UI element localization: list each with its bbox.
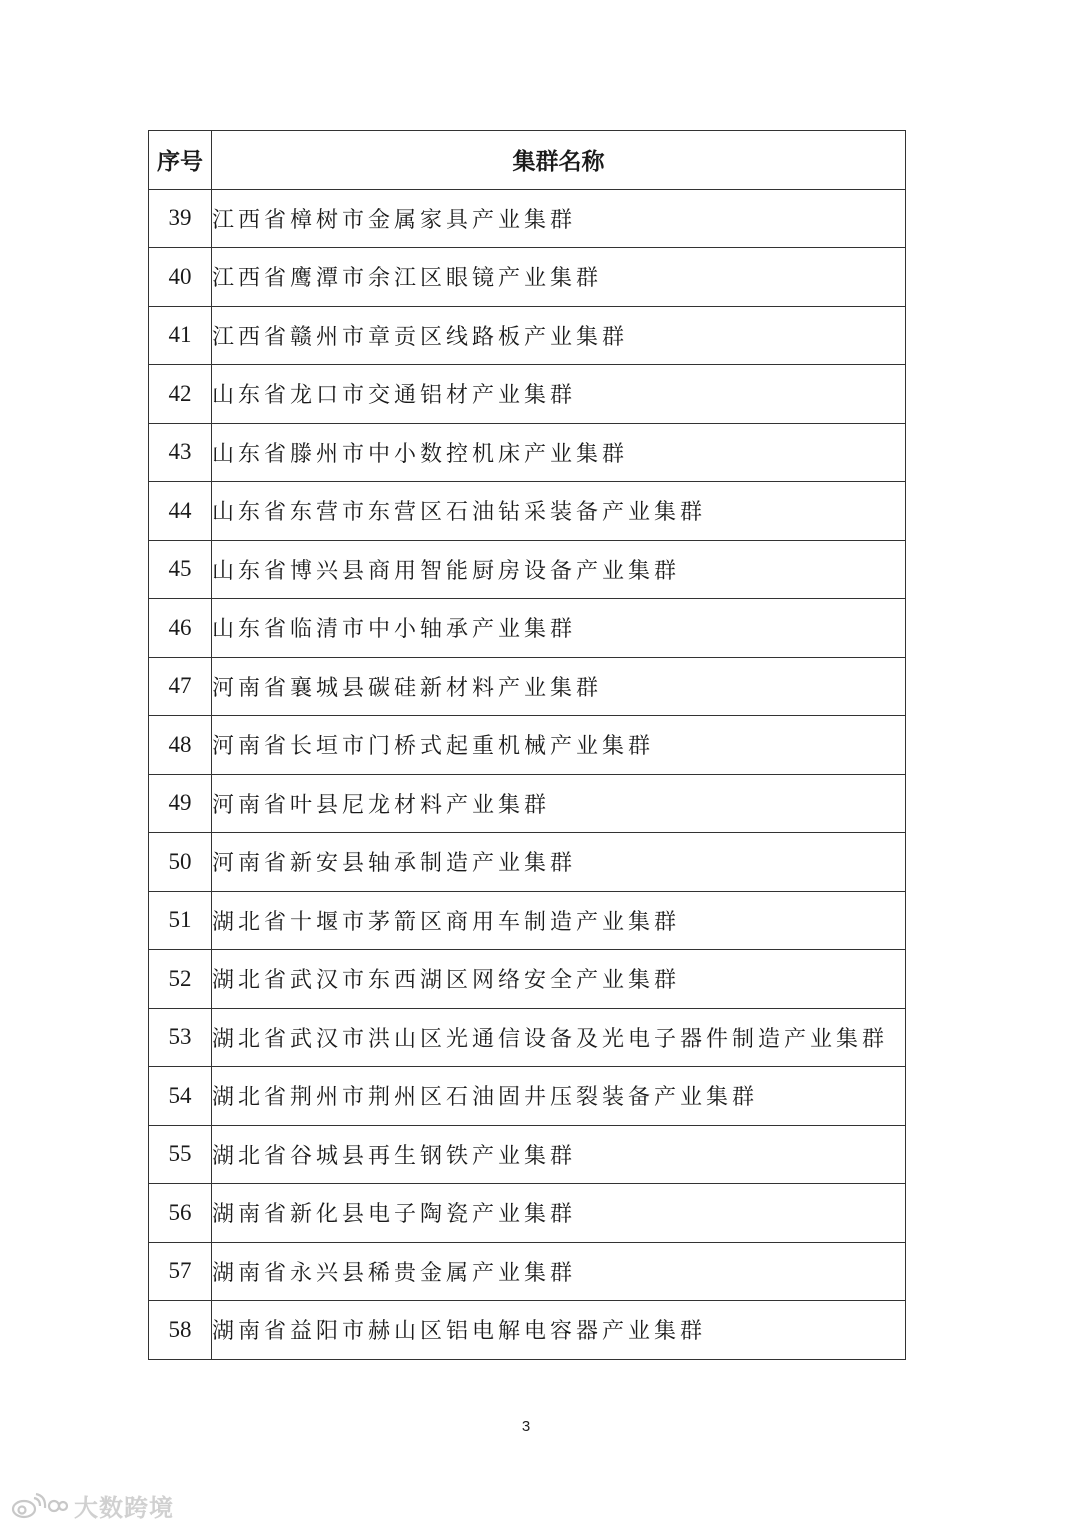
table-row [149, 248, 906, 307]
row-number: 39 [149, 189, 212, 248]
row-number: 40 [149, 248, 212, 307]
cluster-name: 江西省赣州市章贡区线路板产业集群 [212, 306, 906, 365]
weibo-logo-icon [10, 1492, 68, 1520]
row-number: 43 [149, 423, 212, 482]
table-row [149, 950, 906, 1009]
row-number: 47 [149, 657, 212, 716]
watermark-text: 大数跨境 [74, 1494, 174, 1522]
row-number: 46 [149, 599, 212, 658]
row-number: 51 [149, 891, 212, 950]
cluster-name: 湖南省新化县电子陶瓷产业集群 [212, 1184, 906, 1243]
page-number: 3 [521, 1418, 531, 1435]
table-body [149, 189, 906, 1359]
table-row [149, 833, 906, 892]
table-header-row [149, 131, 906, 190]
row-number: 45 [149, 540, 212, 599]
table-row [149, 1067, 906, 1126]
table-row [149, 1242, 906, 1301]
row-number: 50 [149, 833, 212, 892]
row-number: 44 [149, 482, 212, 541]
table-row [149, 599, 906, 658]
cluster-name: 湖北省谷城县再生钢铁产业集群 [212, 1125, 906, 1184]
table-row [149, 1301, 906, 1360]
cluster-name: 湖南省永兴县稀贵金属产业集群 [212, 1242, 906, 1301]
row-number: 58 [149, 1301, 212, 1360]
table-row [149, 1008, 906, 1067]
cluster-name: 湖北省十堰市茅箭区商用车制造产业集群 [212, 891, 906, 950]
cluster-name: 湖南省益阳市赫山区铝电解电容器产业集群 [212, 1301, 906, 1360]
table-row [149, 891, 906, 950]
cluster-name: 河南省叶县尼龙材料产业集群 [212, 774, 906, 833]
cluster-name: 湖北省武汉市洪山区光通信设备及光电子器件制造产业集群 [212, 1008, 906, 1067]
table-row [149, 306, 906, 365]
row-number: 55 [149, 1125, 212, 1184]
cluster-name: 江西省鹰潭市余江区眼镜产业集群 [212, 248, 906, 307]
row-number: 57 [149, 1242, 212, 1301]
table-row [149, 1125, 906, 1184]
cluster-name: 江西省樟树市金属家具产业集群 [212, 189, 906, 248]
table-row [149, 774, 906, 833]
table-row [149, 365, 906, 424]
row-number: 41 [149, 306, 212, 365]
cluster-name: 湖北省武汉市东西湖区网络安全产业集群 [212, 950, 906, 1009]
row-number: 53 [149, 1008, 212, 1067]
cluster-name: 河南省长垣市门桥式起重机械产业集群 [212, 716, 906, 775]
table-row [149, 423, 906, 482]
cluster-name: 山东省滕州市中小数控机床产业集群 [212, 423, 906, 482]
table-row [149, 189, 906, 248]
table-row [149, 1184, 906, 1243]
cluster-name: 山东省东营市东营区石油钻采装备产业集群 [212, 482, 906, 541]
cluster-name: 河南省襄城县碳硅新材料产业集群 [212, 657, 906, 716]
row-number: 42 [149, 365, 212, 424]
row-number: 48 [149, 716, 212, 775]
table-row [149, 716, 906, 775]
table-row [149, 657, 906, 716]
watermark [10, 1488, 174, 1523]
table-row [149, 540, 906, 599]
cluster-name: 湖北省荆州市荆州区石油固井压裂装备产业集群 [212, 1067, 906, 1126]
row-number: 56 [149, 1184, 212, 1243]
header-cluster-name: 集群名称 [212, 131, 906, 190]
cluster-name: 山东省龙口市交通铝材产业集群 [212, 365, 906, 424]
row-number: 54 [149, 1067, 212, 1126]
cluster-table [148, 130, 906, 1360]
header-serial-number: 序号 [149, 131, 212, 190]
row-number: 52 [149, 950, 212, 1009]
cluster-name: 山东省博兴县商用智能厨房设备产业集群 [212, 540, 906, 599]
cluster-name: 河南省新安县轴承制造产业集群 [212, 833, 906, 892]
table-row [149, 482, 906, 541]
cluster-name: 山东省临清市中小轴承产业集群 [212, 599, 906, 658]
row-number: 49 [149, 774, 212, 833]
